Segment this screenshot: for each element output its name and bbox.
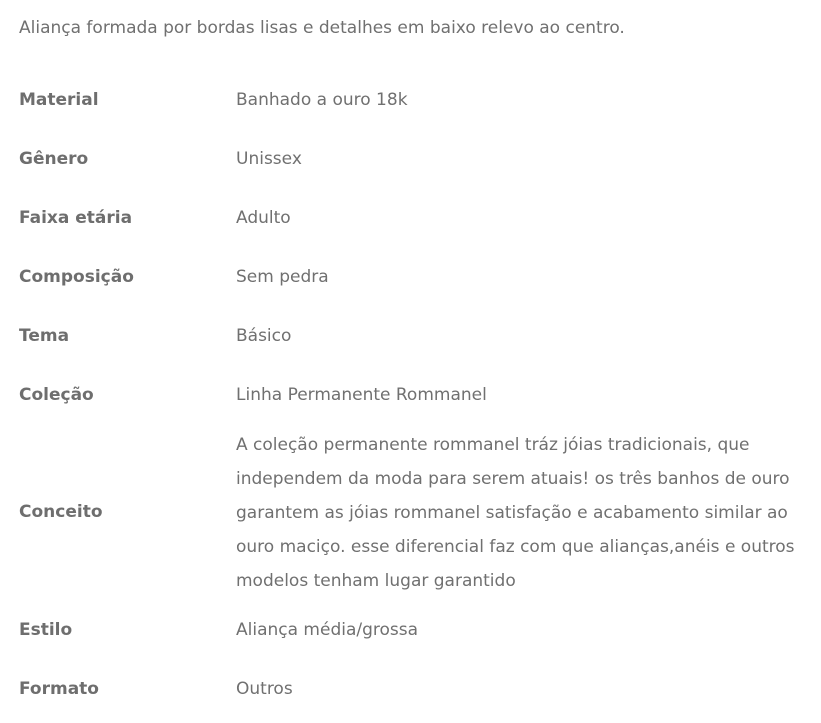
spec-label: Faixa etária xyxy=(19,207,133,228)
product-description: Aliança formada por bordas lisas e detalhes em baixo relevo ao centro. xyxy=(19,18,625,38)
spec-row-formato xyxy=(19,659,819,718)
spec-label: Material xyxy=(19,89,99,110)
spec-value: Básico xyxy=(236,325,292,346)
spec-row-estilo xyxy=(19,600,819,659)
spec-label: Composição xyxy=(19,266,134,287)
spec-row-genero xyxy=(19,129,819,188)
spec-label: Tema xyxy=(19,325,70,346)
spec-value: Outros xyxy=(236,678,293,699)
spec-value: Unissex xyxy=(236,148,302,169)
spec-value: Aliança média/grossa xyxy=(236,619,419,640)
spec-value: Adulto xyxy=(236,207,291,228)
spec-row-composicao xyxy=(19,247,819,306)
spec-label: Estilo xyxy=(19,619,73,640)
spec-row-colecao xyxy=(19,365,819,424)
spec-row-faixa-etaria xyxy=(19,188,819,247)
spec-label: Gênero xyxy=(19,148,89,169)
spec-value: Sem pedra xyxy=(236,266,329,287)
spec-label: Conceito xyxy=(19,502,103,522)
spec-value: A coleção permanente rommanel tráz jóias tradicionais, que independem da moda para serem atuais! os três banhos de ouro garantem as jóias rommanel satisfação e acabamento similar ao ouro maciço. esse diferencial faz com que alianças,anéis e outros modelos tenham lugar garantido xyxy=(236,434,795,591)
spec-label: Formato xyxy=(19,678,99,699)
spec-row-conceito xyxy=(19,424,819,600)
spec-value: Linha Permanente Rommanel xyxy=(236,384,487,405)
product-specs-table xyxy=(19,70,819,718)
spec-row-material xyxy=(19,70,819,129)
spec-row-tema xyxy=(19,306,819,365)
spec-label: Coleção xyxy=(19,384,94,405)
spec-value: Banhado a ouro 18k xyxy=(236,89,408,110)
